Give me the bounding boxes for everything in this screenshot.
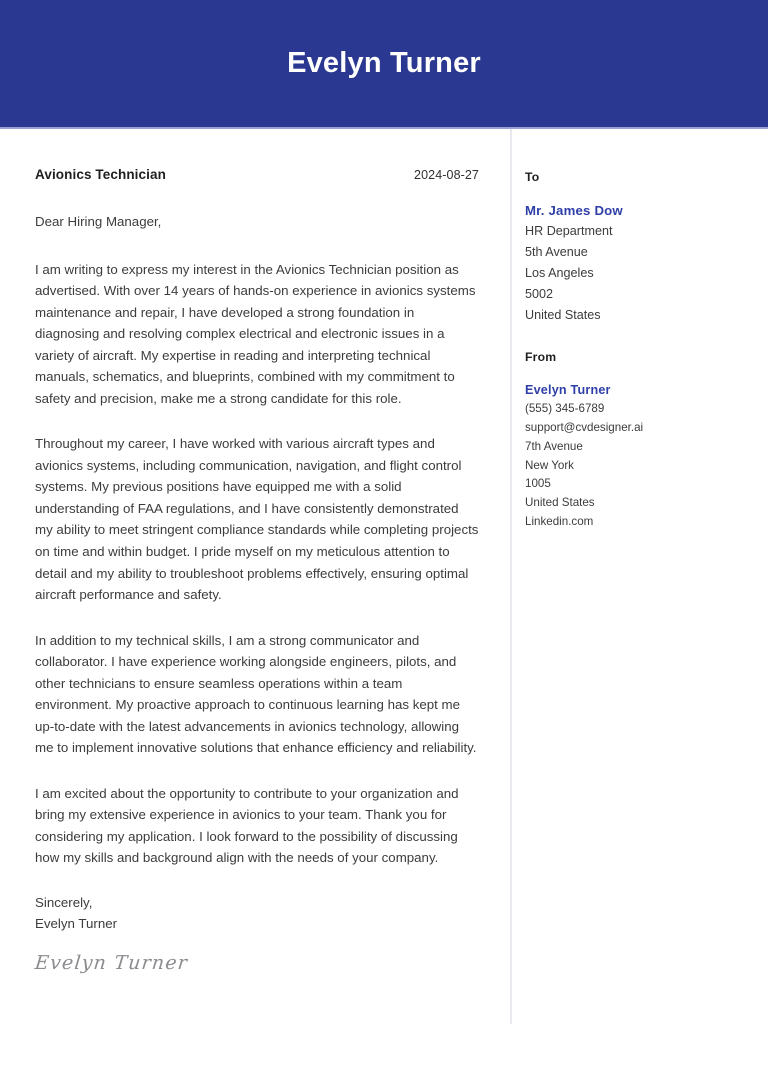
letter-column <box>0 129 510 974</box>
salutation: Dear Hiring Manager, <box>35 214 162 229</box>
document-header-banner <box>0 0 768 127</box>
signature: Evelyn Turner <box>33 952 190 975</box>
sender-line: 7th Avenue <box>525 439 583 453</box>
document-body <box>0 129 768 1024</box>
recipient-line: Los Angeles <box>525 266 594 281</box>
letter-date: 2024-08-27 <box>414 168 479 182</box>
letter-title-row <box>35 167 479 182</box>
recipient-line: 5th Avenue <box>525 245 588 260</box>
sender-line: United States <box>525 496 595 510</box>
recipient-heading: To <box>525 170 540 184</box>
letter-paragraph: I am excited about the opportunity to contribute to your organization and bring my extensive experience in avionics to your team. Thank you for considering my application. I look forward to the possibility of discussing how my skills and background align with the needs of your company. <box>35 785 459 866</box>
recipient-line: United States <box>525 307 601 322</box>
sender-website: Linkedin.com <box>525 514 594 528</box>
sender-line: New York <box>525 458 574 472</box>
sender-phone: (555) 345-6789 <box>525 402 605 416</box>
recipient-name: Mr. James Dow <box>525 203 623 218</box>
page-title: Evelyn Turner <box>287 47 481 79</box>
closing-name: Evelyn Turner <box>35 915 118 931</box>
recipient-block <box>525 170 768 326</box>
recipient-line: HR Department <box>525 224 613 239</box>
sender-block <box>525 350 768 532</box>
sender-line: 1005 <box>525 477 551 491</box>
recipient-line: 5002 <box>525 287 554 302</box>
letter-closing <box>35 893 479 934</box>
sender-heading: From <box>525 349 557 364</box>
job-title: Avionics Technician <box>35 167 166 182</box>
letter-paragraph: In addition to my technical skills, I am a strong communicator and collaborator. I have experience working alongside engineers, pilots, and other technicians to ensure seamless operations within a team environment. My proactive approach to continuous learning has kept me up-to-date with the latest advancements in avionics technology, allowing me to implement innovative solutions that enhance efficiency and reliability. <box>35 632 477 756</box>
letter-paragraph: I am writing to express my interest in the Avionics Technician position as advertised. With over 14 years of hands-on experience in avionics systems maintenance and repair, I have developed a strong foundation in diagnosing and resolving complex electrical and electronic issues in a variety of aircraft. My expertise in reading and interpreting technical manuals, schematics, and blueprints, combined with my commitment to safety and precision, make me a strong candidate for this role. <box>35 261 476 406</box>
contact-column <box>512 129 768 556</box>
sender-email: support@cvdesigner.ai <box>525 421 644 434</box>
letter-paragraph: Throughout my career, I have worked with various aircraft types and avionics systems, including communication, navigation, and flight control systems. My previous positions have equipped me with a solid understanding of FAA regulations, and I have consistently demonstrated my ability to meet stringent compliance standards while completing projects on time and within budget. I pride myself on my meticulous attention to detail and my ability to troubleshoot problems effectively, ensuring optimal aircraft performance and safety. <box>35 436 479 603</box>
closing-salutation: Sincerely, <box>35 894 93 910</box>
sender-name: Evelyn Turner <box>525 382 611 397</box>
